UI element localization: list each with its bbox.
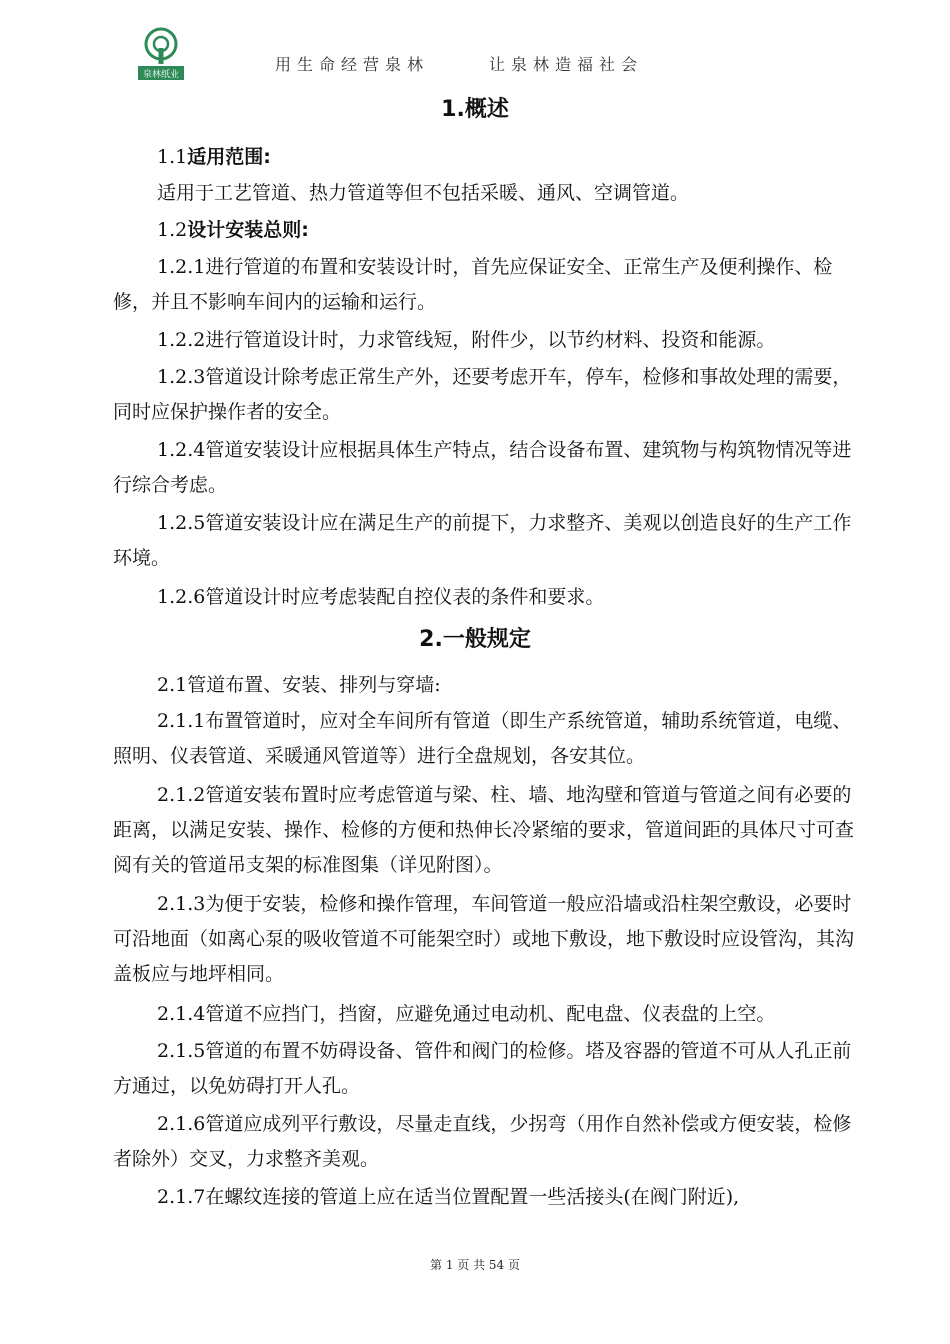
paragraph-2-1-7: 2.1.7在螺纹连接的管道上应在适当位置配置一些活接头(在阀门附近), <box>157 1186 740 1208</box>
paragraph-2-1-3: 2.1.3为便于安装，检修和操作管理，车间管道一般应沿墙或沿柱架空敷设，必要时可沿地面（如离心泵的吸收管道不可能架空时）或地下敷设，地下敷设时应设管沟，其沟盖板应与地坪相同。 <box>113 893 855 985</box>
section-2-title: 2.一般规定 <box>419 627 531 652</box>
paragraph-1-1-text: 适用于工艺管道、热力管道等但不包括采暖、通风、空调管道。 <box>157 182 690 204</box>
slogan-left: 用生命经营泉林 <box>275 55 430 74</box>
paragraph-2-1-1: 2.1.1布置管道时，应对全车间所有管道（即生产系统管道，辅助系统管道，电缆、照明、仪表管道、采暖通风管道等）进行全盘规划，各安其位。 <box>113 710 852 767</box>
paragraph-2-1-4: 2.1.4管道不应挡门，挡窗，应避免通过电动机、配电盘、仪表盘的上空。 <box>157 1003 776 1025</box>
paragraph-1-2-3: 1.2.3管道设计除考虑正常生产外，还要考虑开车，停车，检修和事故处理的需要，同时应保护操作者的安全。 <box>113 366 852 423</box>
subsection-1-2-heading <box>113 213 861 248</box>
subsection-1-1-heading <box>113 140 861 175</box>
subsection-1-2-number: 1.2 <box>157 219 188 241</box>
page-footer: 第 1 页 共 54 页 <box>430 1258 520 1272</box>
subsection-1-2-title: 设计安装总则: <box>187 219 309 241</box>
paragraph-1-2-6: 1.2.6管道设计时应考虑装配自控仪表的条件和要求。 <box>157 586 605 608</box>
company-logo <box>132 24 190 82</box>
paragraph-2-1: 2.1管道布置、安装、排列与穿墙: <box>157 674 441 696</box>
paragraph-1-2-1: 1.2.1进行管道的布置和安装设计时，首先应保证安全、正常生产及便利操作、检修，并且不影响车间内的运输和运行。 <box>113 256 833 313</box>
subsection-1-1-number: 1.1 <box>157 146 188 168</box>
paragraph-2-1-2: 2.1.2管道安装布置时应考虑管道与梁、柱、墙、地沟壁和管道与管道之间有必要的距离，以满足安装、操作、检修的方便和热伸长冷紧缩的要求，管道间距的具体尺寸可查阅有关的管道吊支架的标准图集（详见附图）。 <box>113 784 855 876</box>
page-header <box>275 52 643 75</box>
paragraph-1-2-2: 1.2.2进行管道设计时，力求管线短，附件少，以节约材料、投资和能源。 <box>157 329 776 351</box>
subsection-1-1-title: 适用范围: <box>187 146 271 168</box>
section-1-title: 1.概述 <box>441 97 509 122</box>
paragraph-1-2-5: 1.2.5管道安装设计应在满足生产的前提下，力求整齐、美观以创造良好的生产工作环境。 <box>113 512 852 569</box>
paragraph-2-1-5: 2.1.5管道的布置不妨碍设备、管件和阀门的检修。塔及容器的管道不可从人孔正前方通过，以免妨碍打开人孔。 <box>113 1040 852 1097</box>
logo-text: 泉林纸业 <box>142 70 180 80</box>
paragraph-2-1-6: 2.1.6管道应成列平行敷设，尽量走直线，少拐弯（用作自然补偿或方便安装，检修者除外）交叉，力求整齐美观。 <box>113 1113 852 1170</box>
slogan-right: 让泉林造福社会 <box>489 55 644 74</box>
paragraph-1-2-4: 1.2.4管道安装设计应根据具体生产特点，结合设备布置、建筑物与构筑物情况等进行综合考虑。 <box>113 439 852 496</box>
